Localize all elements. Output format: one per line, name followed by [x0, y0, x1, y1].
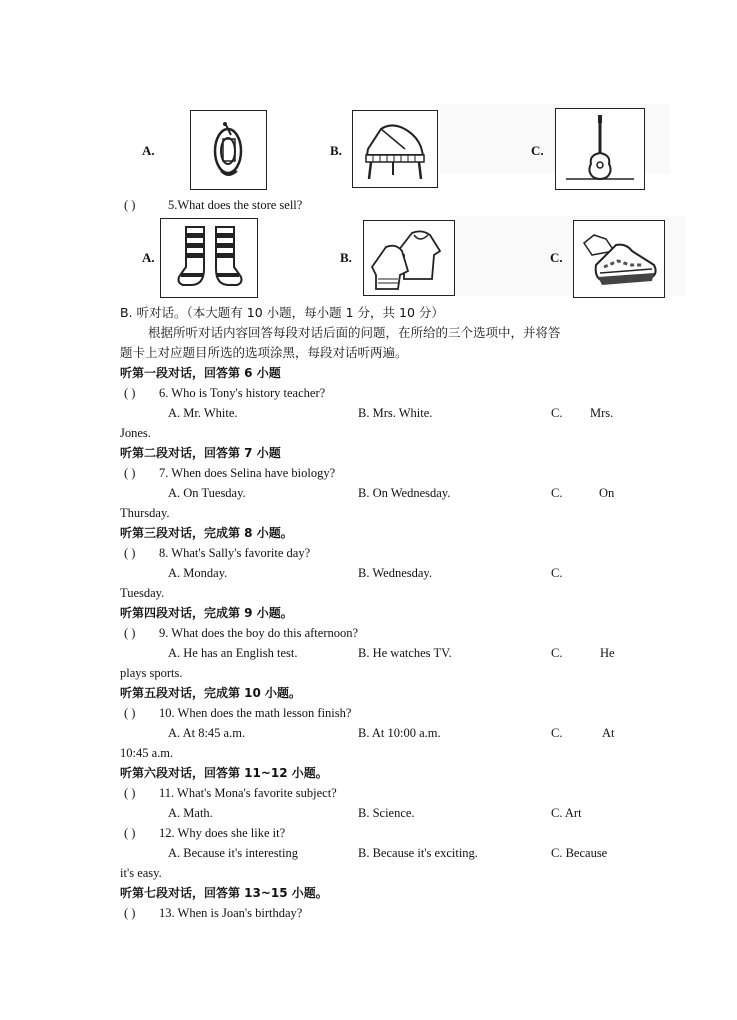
image-option-c [555, 108, 645, 190]
dialog-heading: 听第四段对话，完成第 9 小题。 [120, 606, 293, 620]
question-text: 8. What's Sally's favorite day? [159, 546, 311, 560]
option-c-tail: He [600, 646, 615, 660]
image-option-a [190, 110, 267, 190]
question-paren[interactable]: ( ) [124, 706, 136, 720]
option-label-c: C. [531, 143, 544, 158]
section-b-heading: B. 听对话。（本大题有 10 小题，每小题 1 分，共 10 分） [120, 305, 444, 320]
question-paren[interactable]: ( ) [124, 906, 136, 920]
option-c-tail: At [602, 726, 615, 740]
option-a[interactable]: A. On Tuesday. [168, 486, 246, 500]
option-b[interactable]: B. Science. [358, 806, 415, 820]
option-c-continued: 10:45 a.m. [120, 746, 174, 760]
option-b[interactable]: B. Mrs. White. [358, 406, 433, 420]
option-label-b: B. [340, 250, 352, 265]
question-5-text: 5.What does the store sell? [168, 198, 303, 212]
option-c-continued: Jones. [120, 426, 151, 440]
question-text: 11. What's Mona's favorite subject? [159, 786, 337, 800]
option-c-tail: Mrs. [590, 406, 614, 420]
option-c-continued: plays sports. [120, 666, 183, 680]
socks-icon [161, 219, 257, 297]
question-5-paren[interactable]: ( ) [124, 198, 136, 212]
option-a[interactable]: A. He has an English test. [168, 646, 298, 660]
option-c[interactable]: C. Art [551, 806, 582, 820]
guitar-icon [556, 109, 644, 189]
section-b-instruction: 题卡上对应题目所选的选项涂黑，每段对话听两遍。 [120, 345, 408, 360]
option-a[interactable]: A. Because it's interesting [168, 846, 298, 860]
image-option-b [352, 110, 438, 188]
image-option-c [573, 220, 665, 298]
question-paren[interactable]: ( ) [124, 386, 136, 400]
option-c-continued: Thursday. [120, 506, 170, 520]
question-text: 7. When does Selina have biology? [159, 466, 336, 480]
image-option-a [160, 218, 258, 298]
question-text: 9. What does the boy do this afternoon? [159, 626, 359, 640]
option-c-continued: it's easy. [120, 866, 162, 880]
option-c[interactable]: C. [551, 566, 563, 580]
option-c[interactable]: C. [551, 726, 563, 740]
option-a[interactable]: A. At 8:45 a.m. [168, 726, 246, 740]
option-c-tail: On [599, 486, 615, 500]
option-b[interactable]: B. At 10:00 a.m. [358, 726, 441, 740]
question-text: 12. Why does she like it? [159, 826, 286, 840]
question-paren[interactable]: ( ) [124, 466, 136, 480]
question-paren[interactable]: ( ) [124, 786, 136, 800]
question-paren[interactable]: ( ) [124, 826, 136, 840]
image-option-b [363, 220, 455, 296]
piano-icon [353, 111, 437, 187]
dialog-heading: 听第二段对话，回答第 7 小题 [120, 446, 281, 460]
section-b-instruction: 根据所听对话内容回答每段对话后面的问题，在所给的三个选项中，并将答 [148, 325, 561, 340]
dialog-heading: 听第六段对话，回答第 11~12 小题。 [120, 766, 328, 780]
dialog-heading: 听第七段对话，回答第 13~15 小题。 [120, 886, 328, 900]
option-c[interactable]: C. [551, 486, 563, 500]
option-label-c: C. [550, 250, 563, 265]
dialog-heading: 听第五段对话，完成第 10 小题。 [120, 686, 302, 700]
option-label-a: A. [142, 250, 155, 265]
sneakers-icon [574, 221, 664, 297]
question-text: 10. When does the math lesson finish? [159, 706, 352, 720]
question-paren[interactable]: ( ) [124, 626, 136, 640]
option-c[interactable]: C. [551, 646, 563, 660]
tuba-icon [191, 111, 266, 189]
option-c[interactable]: C. [551, 406, 563, 420]
option-b[interactable]: B. Because it's exciting. [358, 846, 478, 860]
option-b[interactable]: B. He watches TV. [358, 646, 452, 660]
question-text: 13. When is Joan's birthday? [159, 906, 303, 920]
dialog-heading: 听第三段对话，完成第 8 小题。 [120, 526, 293, 540]
option-c-continued: Tuesday. [120, 586, 165, 600]
option-label-b: B. [330, 143, 342, 158]
option-label-a: A. [142, 143, 155, 158]
option-b[interactable]: B. On Wednesday. [358, 486, 451, 500]
option-a[interactable]: A. Math. [168, 806, 213, 820]
option-a[interactable]: A. Monday. [168, 566, 228, 580]
question-text: 6. Who is Tony's history teacher? [159, 386, 326, 400]
option-a[interactable]: A. Mr. White. [168, 406, 238, 420]
sweaters-icon [364, 221, 454, 295]
option-b[interactable]: B. Wednesday. [358, 566, 432, 580]
option-c[interactable]: C. Because [551, 846, 608, 860]
dialog-heading: 听第一段对话，回答第 6 小题 [120, 366, 281, 380]
question-paren[interactable]: ( ) [124, 546, 136, 560]
